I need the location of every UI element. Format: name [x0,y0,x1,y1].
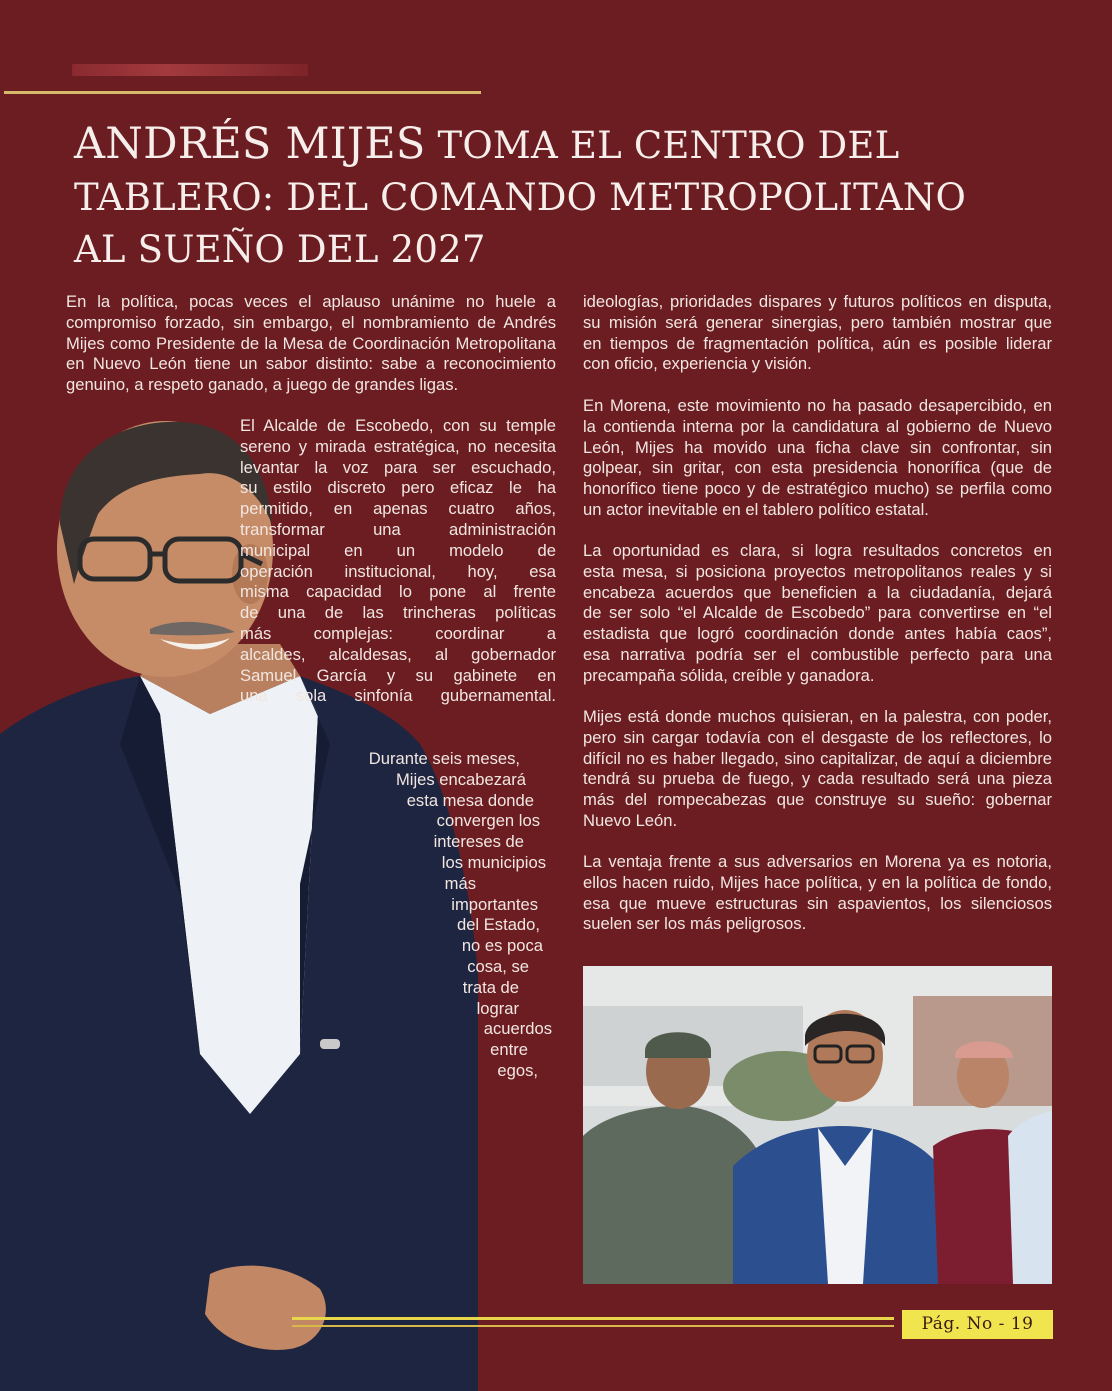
section-kicker-bar [72,64,308,76]
text-line: En la política, pocas veces el aplauso unánime no huele a [66,292,556,311]
text-line: sereno y mirada estratégica, no necesita [240,436,556,456]
text-line: El Alcalde de Escobedo, con su temple [240,416,556,435]
footer-rule [292,1325,894,1327]
paragraph-palestra [583,707,1052,832]
text-line: estadista que logró coordinación donde antes había caos”, [583,624,1052,644]
text-line: con oficio, experiencia y visión. [583,354,812,374]
headline-part-2: TABLERO: DEL COMANDO METROPOLITANO [74,176,967,219]
text-line: Mijes está donde muchos quisieran, en la palestra, con poder, [583,707,1052,726]
text-line: entre [490,1040,528,1060]
text-line: esta mesa donde [406,790,534,810]
text-line: más [444,873,476,893]
text-line: permitido, en apenas cuatro años, [240,499,556,519]
text-line: Nuevo León. [583,810,678,830]
paragraph-alcalde [240,416,556,707]
text-line: En Morena, este movimiento no ha pasado desapercibido, en [583,396,1052,415]
headline-name: ANDRÉS MIJES [74,119,426,169]
text-line: convergen los [436,811,540,831]
text-line: honorífico tiene poco y de estratégico mucho) se perfila como [583,479,1052,499]
top-rule [4,91,481,94]
text-line: Samuel García y su gabinete en [240,665,556,685]
text-line: misma capacidad lo pone al frente [240,582,556,602]
footer-rule [292,1317,894,1320]
text-line: la contienda interna por la candidatura al gobierno de Nuevo [583,416,1052,436]
text-line: más del rompecabezas que construye su sueño: gobernar [583,790,1052,810]
text-line: encabeza acuerdos que beneficien a la ciudadanía, dejará [583,582,1052,602]
text-line: su estilo discreto pero eficaz le ha [240,478,556,498]
text-line: de una de las trincheras políticas [240,603,556,623]
text-line: más complejas: coordinar a [240,623,556,643]
text-line: La oportunidad es clara, si logra resultados concretos en [583,541,1052,560]
text-line: no es poca [461,936,543,956]
paragraph-ventaja [583,852,1052,935]
text-line: León, Mijes ha movido una ficha clave sin confrontar, sin [583,437,1052,457]
text-line: acuerdos [483,1019,552,1039]
text-line: compromiso forzado, sin embargo, el nombramiento de Andrés [66,312,556,332]
text-line: cosa, se [467,956,529,976]
headline-part-3: AL SUEÑO DEL 2027 [74,228,486,271]
text-line: Mijes encabezará [395,769,526,789]
page-number-label: Pág. No - 19 [902,1310,1053,1339]
text-line: precampaña sólida, creíble y ganadora. [583,665,875,685]
text-line: levantar la voz para ser escuchado, [240,457,556,477]
text-line: tendrá su prueba de fuego, y cada resultado será una pieza [583,769,1052,789]
article-headline [74,118,1034,276]
text-line: ideologías, prioridades dispares y futuros políticos en disputa, [583,292,1052,311]
text-line: trata de [462,977,519,997]
text-line: La ventaja frente a sus adversarios en Morena ya es notoria, [583,852,1052,871]
text-line: de ser solo “el Alcalde de Escobedo” para convertirse en “el [583,603,1052,623]
text-line: alcaldes, alcaldesas, al gobernador [240,644,556,664]
paragraph-intro [66,292,556,396]
text-line: esta mesa, si posiciona proyectos metropolitanos reales y si [583,561,1052,581]
text-line: operación institucional, hoy, esa [240,561,556,581]
text-line: Durante seis meses, [368,749,520,768]
text-line: los municipios [441,852,546,872]
headline-part-1: TOMA EL CENTRO DEL [437,124,900,167]
text-line: esa que mueve estructuras sin aspavientos, los silenciosos [583,893,1052,913]
text-line: un actor inevitable en el tablero político estatal. [583,499,929,519]
text-line: esa narrativa podría ser el combustible perfecto para una [583,644,1052,664]
paragraph-morena [583,396,1052,521]
text-line: lograr [476,998,519,1018]
text-line: pero sin cargar todavía con el desgaste de los reflectores, lo [583,727,1052,747]
text-line: difícil no es haber llegado, sino capitalizar, de aquí a diciembre [583,748,1052,768]
event-photo [583,966,1052,1284]
text-line: Mijes como Presidente de la Mesa de Coordinación Metropolitana [66,333,556,353]
text-line: una sola sinfonía gubernamental. [240,686,556,706]
text-line: del Estado, [456,915,540,935]
text-line: en tiempos de fragmentación política, aún es posible liderar [583,333,1052,353]
text-line: suelen ser los más peligrosos. [583,914,807,934]
paragraph-ideologias [583,292,1052,375]
text-line: su misión será generar sinergias, pero también mostrar que [583,312,1052,332]
paragraph-oportunidad [583,541,1052,687]
text-line: golpear, sin gritar, con esta presidencia honorífica (que de [583,458,1052,478]
text-line: transformar una administración [240,519,556,539]
paragraph-seis-meses [360,749,556,1082]
text-line: ellos hacen ruido, Mijes hace política, y en la política de fondo, [583,872,1052,892]
text-line: importantes [451,894,538,914]
text-line: intereses de [433,832,524,852]
text-line: genuino, a respeto ganado, a juego de grandes ligas. [66,375,459,395]
text-line: egos, [497,1060,538,1080]
text-line: en Nuevo León tiene un sabor distinto: sabe a reconocimiento [66,354,556,374]
text-line: municipal en un modelo de [240,540,556,560]
